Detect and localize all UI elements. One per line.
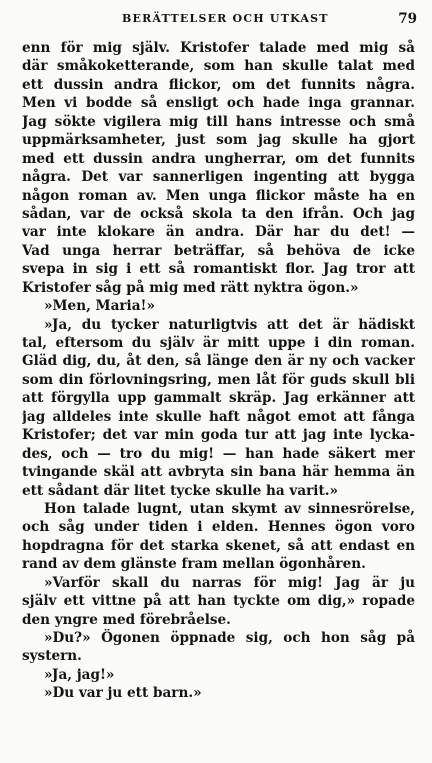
text-line: rand av dem glänste fram mellan ögonhåren. [22, 556, 366, 573]
text-line: enn för mig själv. Kristofer talade med mig så [22, 40, 415, 56]
text-line: några. Det var sannerligen ingenting att bygga [22, 169, 415, 186]
text-line: tal, eftersom du själv är mitt uppe i din roman. [22, 335, 415, 351]
text-line: uppmärksamheter, just som jag skulle ha gjort [22, 132, 415, 149]
text-line: jag alldeles inte skulle haft något emot att fånga [22, 408, 415, 425]
text-line: »Varför skall du narras för mig! Jag är ju [44, 574, 415, 591]
text-line: som din förlovningsring, men låt för guds skull bli [22, 371, 415, 388]
text-line: med ett dussin andra ungherrar, om det funnits [22, 150, 415, 167]
text-line: sådan, var de också skola ta den ifrån. Och jag [22, 205, 415, 222]
text-line: svepa in sig i ett så romantiskt flor. Jag tror att [22, 261, 415, 278]
text-line: och såg under tiden i elden. Hennes ögon voro [22, 519, 415, 536]
page-number: 79 [398, 11, 417, 27]
text-line: Kristofer såg på mig med rätt nyktra ögon.» [22, 279, 359, 296]
text-line: Vad unga herrar beträffar, så behöva de icke [22, 242, 415, 259]
text-line: »Ja, jag!» [44, 666, 115, 683]
text-line: »Men, Maria!» [44, 298, 155, 315]
running-head [22, 12, 417, 28]
body-text [22, 39, 415, 703]
text-line: »Ja, du tycker naturligtvis att det är hädiskt [44, 316, 415, 333]
text-line: den yngre med förebråelse. [22, 611, 231, 628]
text-line: »Du?» Ögonen öppnade sig, och hon såg på [44, 630, 415, 646]
text-line: där småkoketterande, som han skulle talat med [22, 58, 415, 75]
running-title: BERÄTTELSER OCH UTKAST [122, 12, 329, 25]
text-line: ett sådant där litet tycke skulle ha varit.» [22, 482, 338, 499]
text-line: någon roman av. Men unga flickor måste ha en [22, 187, 415, 204]
text-line: Jag sökte vigilera mig till hans intresse och små [22, 113, 415, 130]
text-line: des, och — tro du mig! — han hade säkert mer [22, 445, 415, 462]
text-line: tvingande skäl att avbryta sin bana här hemma än [22, 464, 415, 481]
text-line: hopdragna för det starka skenet, så att endast en [22, 537, 415, 554]
text-line: att förgylla upp gammalt skräp. Jag erkänner att [22, 390, 415, 407]
text-line: själv ett vittne på att han tyckte om dig,» ropade [22, 593, 415, 610]
text-line: ett dussin andra flickor, om det funnits några. [22, 76, 415, 93]
text-line: systern. [22, 648, 82, 665]
text-line: var inte klokare än andra. Där har du det! — [22, 224, 415, 241]
text-line: Kristofer; det var min goda tur att jag inte lycka- [22, 427, 415, 444]
text-line: Hon talade lugnt, utan skymt av sinnesrörelse, [44, 500, 415, 517]
text-line: Gläd dig, du, åt den, så länge den är ny och vacker [22, 353, 415, 370]
text-line: Men vi bodde så ensligt och hade inga grannar. [22, 95, 415, 112]
text-line: »Du var ju ett barn.» [44, 685, 202, 702]
